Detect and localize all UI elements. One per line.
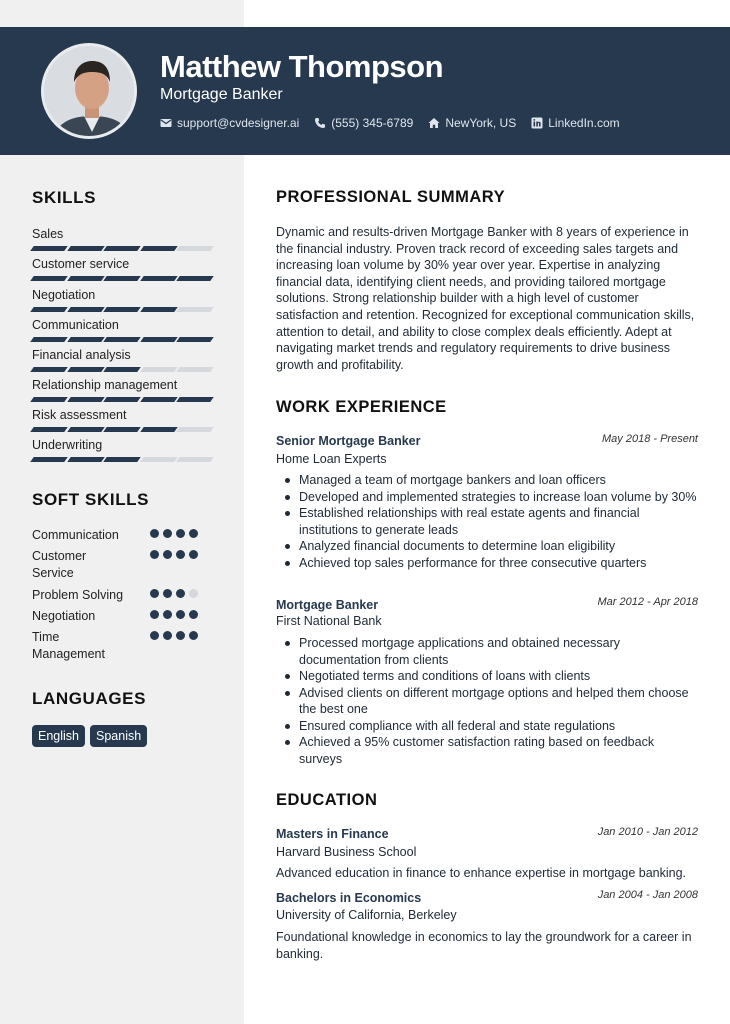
- job-bullet: Negotiated terms and conditions of loans with clients: [299, 668, 699, 685]
- skill-bar-filled: [67, 397, 104, 402]
- skill-bar-filled: [177, 276, 214, 281]
- rating-dot-filled: [163, 550, 172, 559]
- skill-item: [32, 287, 212, 312]
- home-icon: [428, 117, 440, 129]
- skill-level-bar: [32, 457, 212, 462]
- rating-dot-filled: [176, 529, 185, 538]
- rating-dot-filled: [150, 529, 159, 538]
- contact-location: [428, 116, 516, 130]
- soft-skill-item: [32, 587, 202, 604]
- degree-description: Advanced education in finance to enhance expertise in mortgage banking.: [276, 866, 687, 880]
- skill-bar-filled: [67, 276, 104, 281]
- soft-skill-item: [32, 629, 202, 663]
- skill-bar-empty: [177, 307, 214, 312]
- skill-bar-filled: [30, 246, 67, 251]
- experience-heading: WORK EXPERIENCE: [276, 398, 447, 416]
- job-bullet: Developed and implemented strategies to increase loan volume by 30%: [299, 489, 699, 506]
- contact-phone[interactable]: [314, 116, 413, 130]
- skill-bar-filled: [140, 397, 177, 402]
- skill-bar-filled: [67, 337, 104, 342]
- rating-dot-filled: [163, 631, 172, 640]
- rating-dot-filled: [163, 610, 172, 619]
- skill-bar-filled: [140, 427, 177, 432]
- summary-text: Dynamic and results-driven Mortgage Banker with 8 years of experience in the financial industry. Proven track record of exceeding sales targets and increasing loan volume by 30% year over year. Expertise in analyzing financial data, identifying client needs, and providing tailored mortgage solutions. Strong relationship builder with a high level of customer satisfaction and retention. Recognized for exceptional communication skills, attention to detail, and ability to close complex deals efficiently. Adept at navigating market trends and regulatory requirements to drive business growth and profitability.: [276, 225, 695, 372]
- skill-level-bar: [32, 397, 212, 402]
- skill-level-bar: [32, 337, 212, 342]
- contact-location-text: NewYork, US: [445, 116, 517, 130]
- skill-bar-empty: [177, 457, 214, 462]
- rating-dot-filled: [176, 631, 185, 640]
- skill-bar-filled: [30, 457, 67, 462]
- contact-email[interactable]: [160, 116, 299, 130]
- soft-skills-heading: SOFT SKILLS: [32, 490, 150, 509]
- degree-title: Bachelors in Economics: [276, 891, 422, 905]
- skill-bar-filled: [103, 427, 140, 432]
- skill-item: [32, 377, 212, 402]
- skill-bar-empty: [140, 367, 177, 372]
- skill-label: Risk assessment: [32, 408, 127, 422]
- skill-bar-filled: [140, 337, 177, 342]
- skill-label: Relationship management: [32, 378, 178, 392]
- rating-dot-filled: [163, 529, 172, 538]
- skill-level-bar: [32, 367, 212, 372]
- rating-dot-filled: [189, 529, 198, 538]
- skill-bar-filled: [30, 307, 67, 312]
- skill-level-bar: [32, 246, 212, 251]
- soft-skill-label: Negotiation: [32, 609, 96, 623]
- rating-dot-filled: [189, 631, 198, 640]
- job-bullet: Ensured compliance with all federal and state regulations: [299, 718, 699, 735]
- skill-bar-filled: [30, 276, 67, 281]
- rating-dot-filled: [176, 610, 185, 619]
- degree-title: Masters in Finance: [276, 827, 389, 841]
- soft-skill-label: Customer Service: [32, 549, 87, 580]
- skill-bar-filled: [67, 457, 104, 462]
- skill-bar-empty: [177, 367, 214, 372]
- skill-bar-filled: [140, 307, 177, 312]
- skill-bar-filled: [67, 307, 104, 312]
- contact-linkedin-text: LinkedIn.com: [548, 116, 620, 130]
- contact-bar: [160, 116, 620, 130]
- school-name: Harvard Business School: [276, 845, 417, 859]
- soft-skill-item: [32, 527, 202, 544]
- skill-label: Negotiation: [32, 288, 96, 302]
- job-bullet: Analyzed financial documents to determine loan eligibility: [299, 538, 699, 555]
- skill-item: [32, 347, 212, 372]
- skill-bar-empty: [140, 457, 177, 462]
- skill-item: [32, 256, 212, 281]
- job-dates: May 2018 - Present: [602, 433, 698, 445]
- envelope-icon: [160, 117, 172, 129]
- skills-heading: SKILLS: [32, 188, 97, 207]
- job-title: Mortgage Banker: [276, 598, 379, 612]
- soft-skill-item: [32, 608, 202, 625]
- job-title: Senior Mortgage Banker: [276, 434, 421, 448]
- job-bullet: Achieved top sales performance for three consecutive quarters: [299, 555, 699, 572]
- skill-bar-filled: [103, 307, 140, 312]
- job-bullet: Achieved a 95% customer satisfaction rating based on feedback surveys: [299, 734, 699, 767]
- contact-linkedin[interactable]: [531, 116, 619, 130]
- job-bullets: [299, 635, 699, 767]
- skill-item: [32, 226, 212, 251]
- rating-dot-filled: [150, 631, 159, 640]
- job-bullet: Advised clients on different mortgage options and helped them choose the best one: [299, 685, 699, 718]
- rating-dot-filled: [163, 589, 172, 598]
- rating-dot-filled: [176, 550, 185, 559]
- contact-email-text: support@cvdesigner.ai: [177, 116, 300, 130]
- skill-label: Communication: [32, 318, 119, 332]
- languages-heading: LANGUAGES: [32, 689, 147, 708]
- skill-bar-filled: [67, 246, 104, 251]
- job-company: First National Bank: [276, 614, 382, 628]
- soft-skill-label: Problem Solving: [32, 588, 124, 602]
- languages-list: [32, 725, 147, 747]
- skill-bar-empty: [177, 246, 214, 251]
- skill-bar-filled: [103, 337, 140, 342]
- language-badge: Spanish: [90, 725, 147, 747]
- profile-photo: [41, 43, 137, 139]
- soft-skill-rating: [150, 550, 198, 559]
- degree-dates: Jan 2010 - Jan 2012: [597, 826, 698, 838]
- education-heading: EDUCATION: [276, 791, 378, 809]
- skill-bar-filled: [140, 276, 177, 281]
- contact-phone-text: (555) 345-6789: [331, 116, 414, 130]
- language-badge: English: [32, 725, 85, 747]
- skill-bar-filled: [30, 427, 67, 432]
- soft-skill-rating: [150, 589, 198, 598]
- skill-label: Financial analysis: [32, 348, 131, 362]
- rating-dot-filled: [150, 610, 159, 619]
- skill-item: [32, 317, 212, 342]
- skill-bar-filled: [67, 427, 104, 432]
- rating-dot-filled: [150, 589, 159, 598]
- rating-dot-filled: [176, 589, 185, 598]
- summary-heading: PROFESSIONAL SUMMARY: [276, 188, 506, 206]
- skill-bar-filled: [30, 337, 67, 342]
- skill-label: Sales: [32, 227, 64, 241]
- skill-level-bar: [32, 276, 212, 281]
- skill-label: Underwriting: [32, 438, 103, 452]
- skill-level-bar: [32, 427, 212, 432]
- skill-item: [32, 407, 212, 432]
- skill-bar-filled: [103, 367, 140, 372]
- linkedin-icon: [531, 117, 543, 129]
- skill-bar-filled: [30, 397, 67, 402]
- skill-item: [32, 437, 212, 462]
- soft-skill-rating: [150, 631, 198, 640]
- rating-dot-filled: [189, 550, 198, 559]
- skill-bar-filled: [103, 246, 140, 251]
- skill-bar-filled: [177, 397, 214, 402]
- phone-icon: [314, 117, 326, 129]
- soft-skill-label: Time Management: [32, 630, 105, 661]
- skill-bar-filled: [30, 367, 67, 372]
- skill-bar-filled: [103, 397, 140, 402]
- soft-skill-item: [32, 548, 202, 582]
- job-bullet: Established relationships with real estate agents and financial institutions to generate leads: [299, 505, 699, 538]
- skill-label: Customer service: [32, 257, 130, 271]
- skill-bar-filled: [103, 276, 140, 281]
- skill-level-bar: [32, 307, 212, 312]
- degree-dates: Jan 2004 - Jan 2008: [597, 889, 698, 901]
- skill-bar-filled: [67, 367, 104, 372]
- job-bullet: Managed a team of mortgage bankers and loan officers: [299, 472, 699, 489]
- skill-bar-filled: [177, 337, 214, 342]
- job-company: Home Loan Experts: [276, 452, 387, 466]
- rating-dot-filled: [150, 550, 159, 559]
- skill-bar-filled: [103, 457, 140, 462]
- skill-bar-filled: [140, 246, 177, 251]
- school-name: University of California, Berkeley: [276, 908, 457, 922]
- job-dates: Mar 2012 - Apr 2018: [597, 596, 698, 608]
- soft-skill-label: Communication: [32, 528, 119, 542]
- rating-dot-filled: [189, 610, 198, 619]
- resume-header: [0, 27, 730, 155]
- skill-bar-empty: [177, 427, 214, 432]
- degree-description: Foundational knowledge in economics to lay the groundwork for a career in banking.: [276, 930, 692, 961]
- rating-dot-empty: [189, 589, 198, 598]
- candidate-role: Mortgage Banker: [160, 86, 283, 103]
- job-bullet: Processed mortgage applications and obtained necessary documentation from clients: [299, 635, 699, 668]
- soft-skill-rating: [150, 529, 198, 538]
- candidate-name: Matthew Thompson: [160, 49, 444, 84]
- soft-skill-rating: [150, 610, 198, 619]
- job-bullets: [299, 472, 699, 571]
